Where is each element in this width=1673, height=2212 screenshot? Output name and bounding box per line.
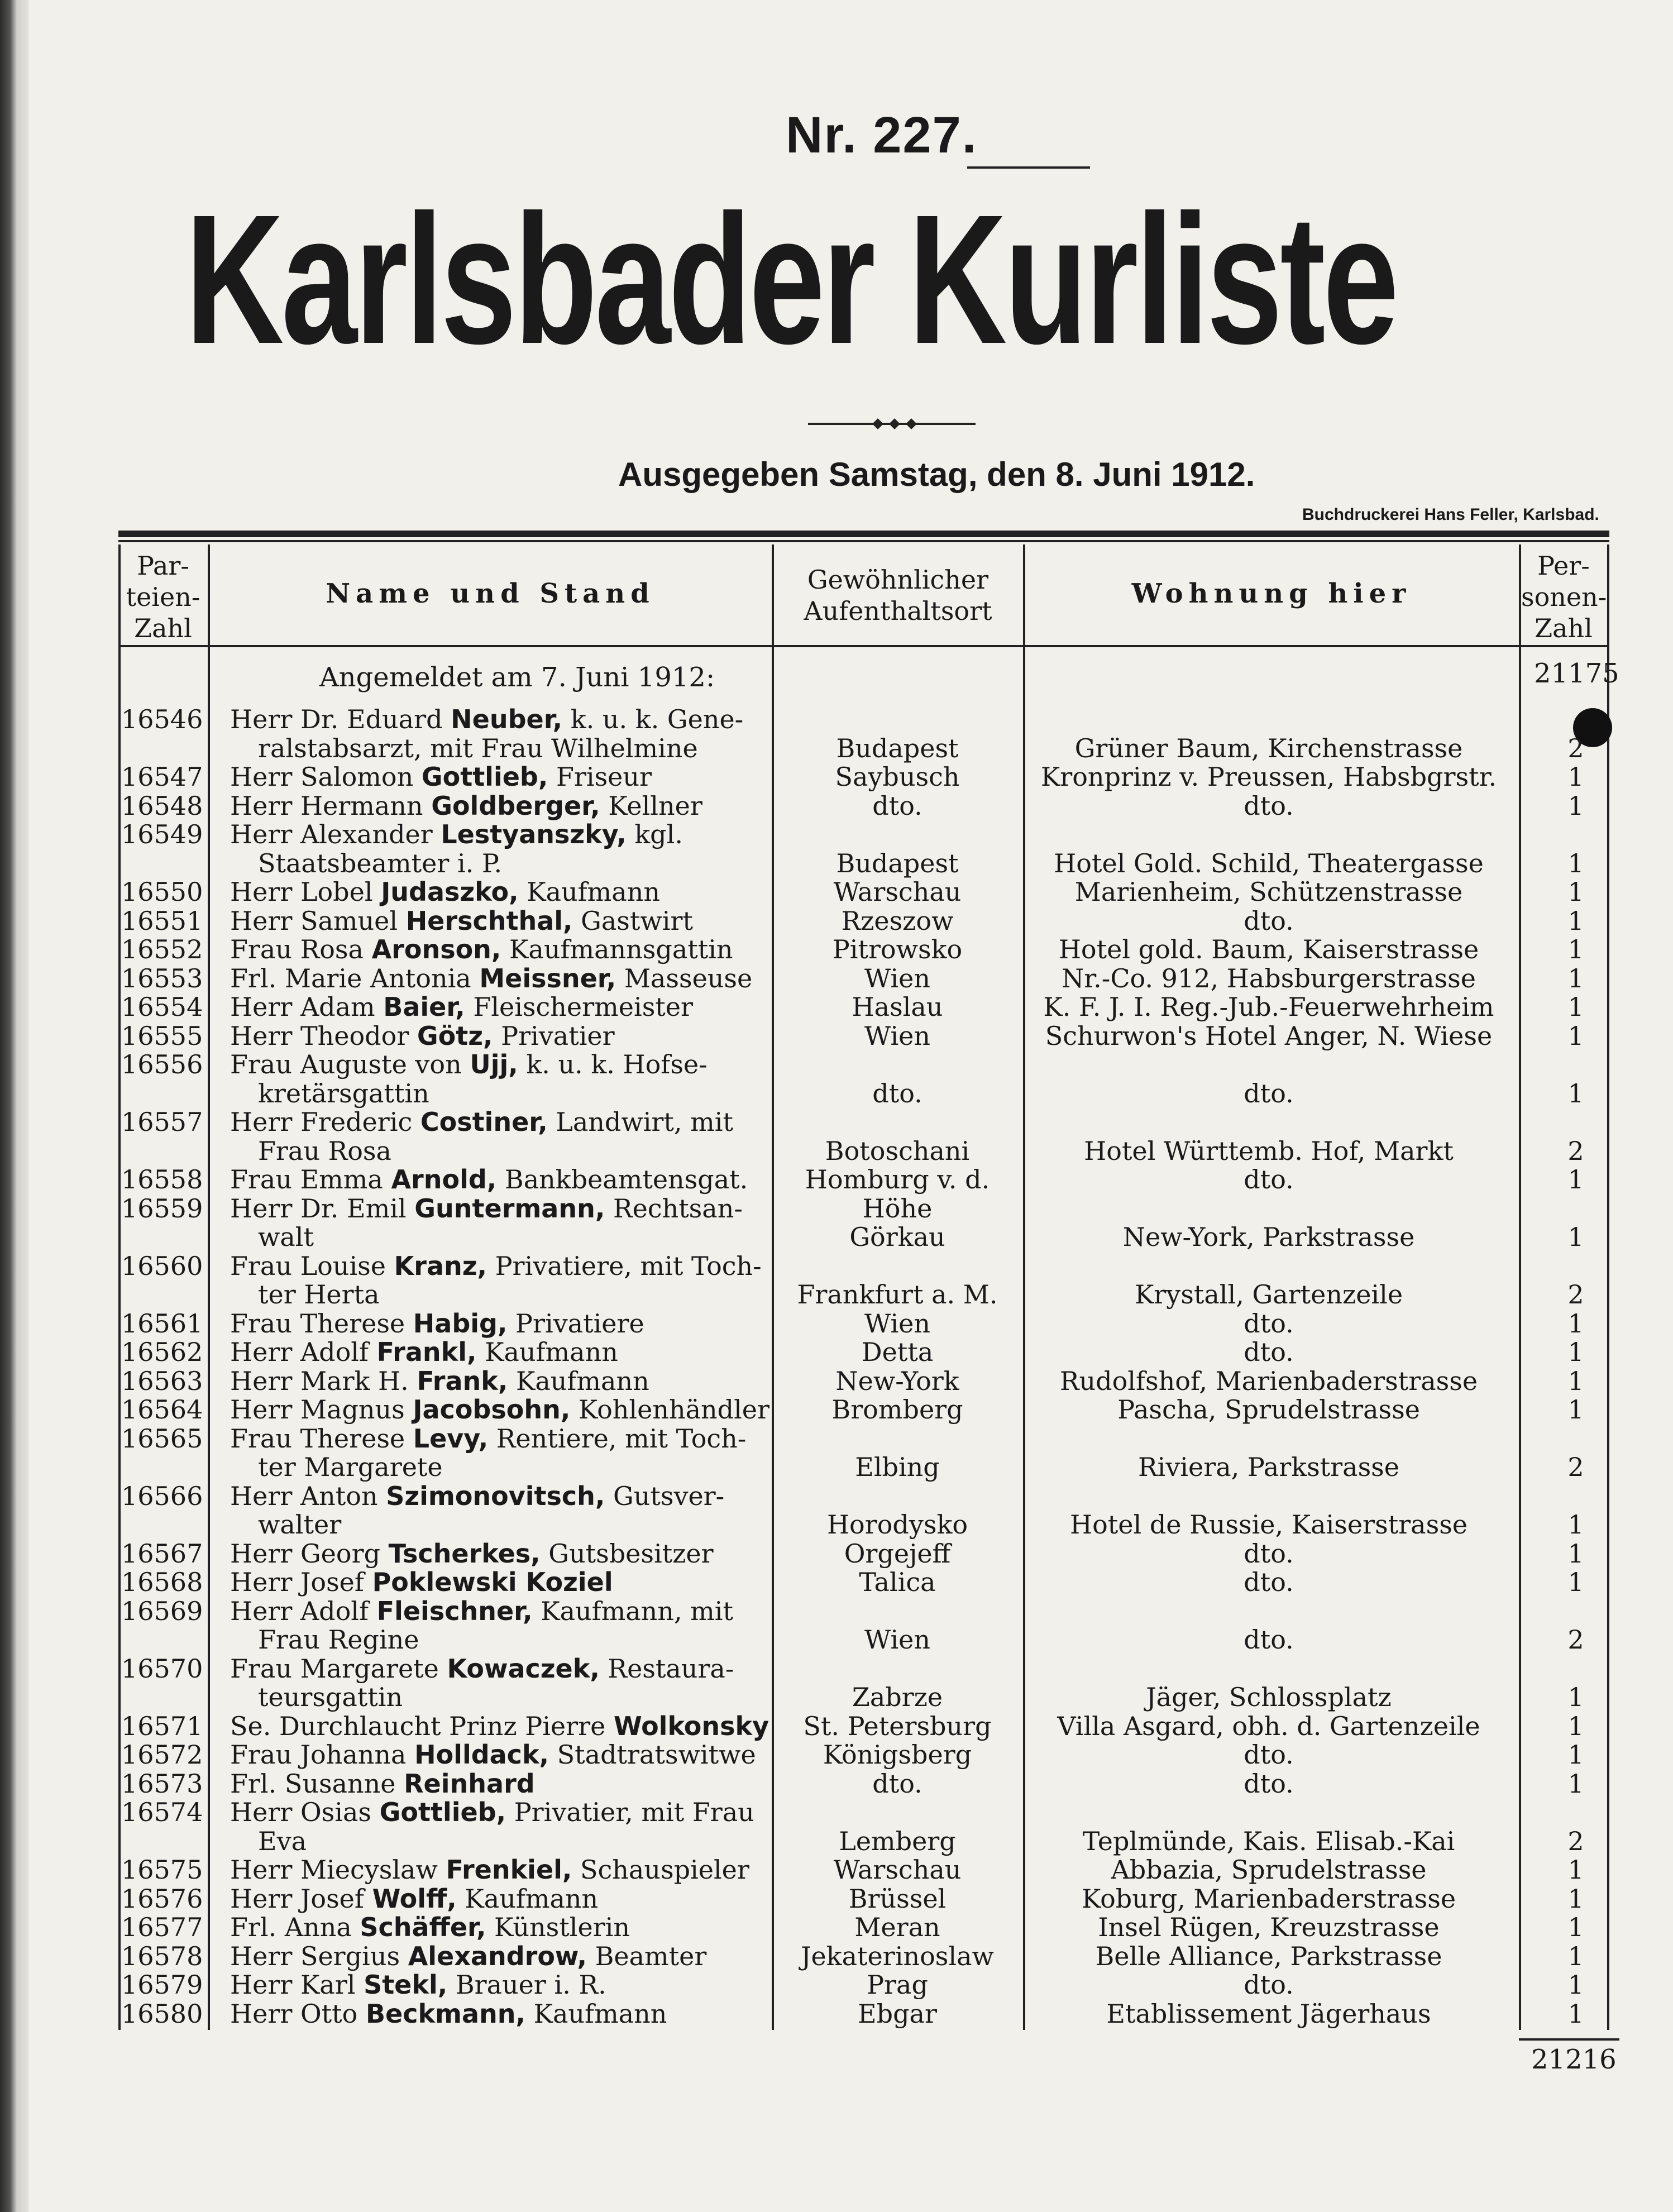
entry-row [29,1539,1673,1568]
entry-surname: Meissner, [479,963,616,993]
entry-row [29,1769,1673,1798]
entry-persons: 1 [1567,1365,1584,1396]
entry-row-continued [29,1453,1673,1482]
issue-date: Ausgegeben Samstag, den 8. Juni 1912. [618,456,1255,493]
entry-name-continued: Frau Regine [258,1625,419,1654]
entry-row-continued [29,1625,1673,1654]
entry-number: 16561 [121,1308,203,1339]
entry-place: Talica [859,1567,936,1597]
entry-number: 16546 [121,704,203,734]
entry-name: Herr Sergius Alexandrow, Beamter [230,1941,707,1971]
entry-row [29,1367,1673,1396]
entry-surname: Aronson, [371,935,501,964]
header-rule [118,645,1609,647]
entry-row [29,1050,1673,1079]
entry-name: Frau Louise Kranz, Privatiere, mit Toch- [230,1251,762,1281]
entry-name: Herr Dr. Eduard Neuber, k. u. k. Gene- [230,705,744,734]
title-ornament [808,420,976,428]
entry-address: dto. [1244,1740,1294,1770]
entry-row-continued [29,1079,1673,1108]
entry-place: Rzeszow [841,905,954,936]
entry-surname: Frenkiel, [446,1855,572,1884]
entry-address: Rudolfshof, Marienbaderstrasse [1059,1365,1478,1396]
entry-persons: 1 [1567,1970,1584,2000]
entry-row [29,1740,1673,1769]
entry-address: dto. [1244,1164,1294,1195]
header-persons-l1: Per- [1537,551,1590,581]
entry-persons: 1 [1567,1740,1584,1770]
entry-surname: Lestyanszky, [441,820,627,849]
entry-address: dto. [1244,1970,1294,2000]
entry-address: Koburg, Marienbaderstrasse [1081,1883,1456,1914]
entry-surname: Neuber, [451,705,563,734]
entry-persons: 1 [1567,1567,1584,1597]
entry-surname: Jacobsohn, [413,1395,571,1424]
entry-name-continued: Frau Rosa [258,1136,391,1165]
entry-persons: 1 [1567,1883,1584,1914]
entry-number: 16549 [121,819,203,849]
entry-name: Herr Theodor Götz, Privatier [230,1021,615,1050]
entry-number: 16577 [121,1912,203,1942]
entry-row [29,964,1673,993]
entry-number: 16551 [121,905,203,936]
entry-surname: Fleischner, [376,1596,533,1626]
entry-number: 16550 [121,877,203,907]
entry-row [29,1309,1673,1338]
entry-address: dto. [1244,1768,1294,1799]
entry-name-continued: Eva [258,1826,307,1856]
entry-persons: 1 [1567,1394,1584,1425]
entry-place: St. Petersburg [803,1711,992,1741]
entry-place: Zabrze [852,1682,943,1712]
entry-name: Herr Magnus Jacobsohn, Kohlenhändler [230,1395,769,1424]
entry-place: Jekaterinoslaw [801,1941,994,1971]
entry-number: 16555 [121,1020,203,1051]
entry-address: Marienheim, Schützenstrasse [1074,877,1463,907]
entry-place: Wien [864,963,931,993]
entry-place: Saybusch [835,762,960,792]
entry-persons: 1 [1567,1337,1584,1367]
entry-row [29,935,1673,964]
entry-name: Herr Salomon Gottlieb, Friseur [230,762,652,791]
entry-number: 16576 [121,1883,203,1914]
entry-persons: 1 [1567,1941,1584,1971]
entry-surname: Frankl, [376,1337,477,1367]
entry-address: Nr.-Co. 912, Habsburgerstrasse [1062,963,1476,993]
entry-place: dto. [872,1768,922,1799]
entry-name: Frau Therese Levy, Rentiere, mit Toch- [230,1423,747,1453]
header-number [120,550,207,644]
entry-surname: Arnold, [391,1165,497,1194]
entry-place: Horodysko [826,1509,968,1540]
entry-persons: 1 [1567,790,1584,821]
entry-place: Warschau [833,1855,962,1885]
entry-name: Frl. Susanne Reinhard [230,1769,535,1798]
header-number-l3: Zahl [134,613,192,643]
entry-row-continued [29,1510,1673,1539]
entry-surname: Baier, [383,992,465,1021]
entry-address: dto. [1244,1337,1294,1367]
entry-name-continued: Staatsbeamter i. P. [258,848,503,878]
entry-persons: 1 [1567,1538,1584,1569]
entry-name: Frau Auguste von Ujj, k. u. k. Hofse- [230,1050,708,1079]
kurliste-page [29,0,1673,2212]
entry-row [29,1855,1673,1884]
entry-surname: Kowaczek, [447,1654,600,1683]
entry-surname: Goldberger, [431,791,600,820]
entry-place: dto. [872,1078,922,1109]
entry-number: 16565 [121,1423,203,1454]
entry-surname: Gottlieb, [421,762,548,791]
entry-number: 16563 [121,1365,203,1396]
entry-persons: 1 [1567,1912,1584,1942]
entry-name: Herr Adam Baier, Fleischermeister [230,992,693,1021]
entry-address: Kronprinz v. Preussen, Habsbgrstr. [1040,762,1497,792]
entry-persons: 1 [1567,1020,1584,1051]
entry-address: Riviera, Parkstrasse [1137,1452,1400,1482]
entry-persons: 1 [1567,1222,1584,1252]
entry-surname: Guntermann, [414,1193,605,1223]
entry-address: Belle Alliance, Parkstrasse [1095,1941,1442,1971]
entry-persons: 1 [1567,1998,1584,2029]
entry-address: Abbazia, Sprudelstrasse [1111,1855,1427,1885]
entry-address: dto. [1244,1308,1294,1339]
entry-name: Herr Josef Wolff, Kaufmann [230,1884,599,1913]
entry-address: dto. [1244,1567,1294,1597]
entry-name: Frau Rosa Aronson, Kaufmannsgattin [230,935,733,964]
entry-place: Orgejeff [844,1538,951,1569]
entry-name: Herr Frederic Costiner, Landwirt, mit [230,1107,733,1136]
entry-address: Etablissement Jägerhaus [1106,1998,1431,2029]
entry-number: 16570 [121,1653,203,1684]
top-rule [118,531,1609,537]
entry-number: 16553 [121,963,203,993]
entry-address: Hotel gold. Baum, Kaiserstrasse [1058,934,1479,964]
final-total: 21216 [1531,2044,1617,2075]
entry-surname: Wolkonsky [613,1711,769,1741]
entry-number: 16579 [121,1970,203,2000]
entry-row-continued [29,1280,1673,1309]
entry-row [29,1884,1673,1913]
entry-address: Hotel Gold. Schild, Theatergasse [1054,848,1484,878]
entry-number: 16569 [121,1595,203,1626]
entry-row-continued [29,1827,1673,1856]
entry-number: 16568 [121,1567,203,1597]
entry-place: dto. [872,790,922,821]
entry-number: 16562 [121,1337,203,1367]
entry-place: Bromberg [831,1394,963,1425]
entry-number: 16578 [121,1941,203,1971]
entry-name: Frau Johanna Holldack, Stadtratswitwe [230,1740,756,1769]
entry-name: Herr Hermann Goldberger, Kellner [230,791,702,820]
entry-persons: 1 [1567,1682,1584,1712]
entry-persons: 1 [1567,1711,1584,1741]
entry-persons: 2 [1567,1826,1584,1856]
entry-number: 16566 [121,1480,203,1511]
entry-row [29,1942,1673,1971]
entry-number: 16548 [121,790,203,821]
entry-place: Königsberg [823,1740,972,1770]
entry-row [29,820,1673,849]
entry-place: Meran [854,1912,940,1942]
entry-number: 16552 [121,934,203,964]
entry-row-continued [29,1136,1673,1165]
entry-address: New-York, Parkstrasse [1122,1222,1415,1252]
entry-row [29,906,1673,935]
entry-row [29,1999,1673,2028]
header-number-l2: teien- [126,582,200,612]
entry-row [29,1337,1673,1367]
entry-row [29,1107,1673,1136]
entry-number: 16556 [121,1049,203,1079]
entry-place: Botoschani [825,1135,970,1166]
entry-place: Wien [864,1308,931,1339]
entry-address: dto. [1244,790,1294,821]
entry-name: Se. Durchlaucht Prinz Pierre Wolkonsky [230,1711,769,1741]
entry-place: Budapest [836,733,959,763]
entry-persons: 2 [1567,1135,1584,1166]
entry-row [29,1712,1673,1741]
header-place-l1: Gewöhnlicher [807,565,989,595]
entry-surname: Habig, [413,1308,508,1338]
entry-address: Teplmünde, Kais. Elisab.-Kai [1082,1826,1455,1856]
entry-number: 16560 [121,1250,203,1281]
entry-persons: 1 [1567,1164,1584,1195]
header-persons-l2: sonen- [1521,582,1607,612]
entry-name: Herr Samuel Herschthal, Gastwirt [230,906,693,935]
entry-number: 16567 [121,1538,203,1569]
entry-address: Villa Asgard, obh. d. Gartenzeile [1057,1711,1480,1741]
entry-name: Frau Margarete Kowaczek, Restaura- [230,1654,734,1683]
entry-name-continued: kretärsgattin [258,1078,429,1108]
entry-address: Hotel Württemb. Hof, Markt [1084,1135,1454,1166]
entry-name: Herr Anton Szimonovitsch, Gutsver- [230,1481,725,1511]
carried-total: 21175 [1534,658,1619,689]
entry-surname: Beckmann, [365,1999,525,2028]
header-address: Wohnung hier [1131,578,1412,609]
entry-name-continued: ralstabsarzt, mit Frau Wilhelmine [258,733,698,763]
entry-name: Herr Adolf Fleischner, Kaufmann, mit [230,1596,733,1626]
entry-surname: Costiner, [420,1107,548,1136]
entry-name: Herr Lobel Judaszko, Kaufmann [230,877,660,906]
entry-number: 16557 [121,1107,203,1137]
entry-place: Lemberg [839,1826,956,1856]
scan-edge [0,0,29,2212]
printer-credit: Buchdruckerei Hans Feller, Karlsbad. [1302,505,1599,524]
entry-number: 16564 [121,1394,203,1425]
entry-place: Wien [864,1625,931,1655]
header-persons [1521,550,1606,644]
entry-number: 16575 [121,1855,203,1885]
entry-persons: 1 [1567,934,1584,964]
entry-name: Herr Karl Stekl, Brauer i. R. [230,1970,606,1999]
entry-row [29,877,1673,906]
entry-row [29,1482,1673,1511]
entry-row [29,1424,1673,1453]
header-name: Name und Stand [326,578,655,609]
entry-row [29,992,1673,1021]
entry-surname: Götz, [417,1021,493,1050]
entry-name: Herr Otto Beckmann, Kaufmann [230,1999,667,2028]
entry-surname: Judaszko, [381,877,519,906]
entry-surname: Levy, [413,1423,489,1453]
entry-name-continued: walt [258,1222,314,1251]
entry-surname: Gottlieb, [379,1798,506,1827]
entry-persons: 2 [1567,733,1584,763]
entry-address: dto. [1244,1625,1294,1655]
entry-surname: Wolff, [372,1884,457,1913]
entry-number: 16580 [121,1998,203,2029]
entry-place: Brüssel [848,1883,947,1914]
entry-number: 16573 [121,1768,203,1799]
entry-persons: 1 [1567,963,1584,993]
header-persons-l3: Zahl [1535,613,1593,643]
entry-address: K. F. J. I. Reg.-Jub.-Feuerwehrheim [1043,992,1494,1022]
entry-place: Wien [864,1020,931,1051]
entry-number: 16558 [121,1164,203,1195]
entry-name: Herr Adolf Frankl, Kaufmann [230,1337,618,1367]
issue-number: Nr. 227. [786,107,978,164]
entry-name: Frau Therese Habig, Privatiere [230,1308,644,1338]
entry-row-continued [29,849,1673,878]
entry-persons: 2 [1567,1279,1584,1310]
entry-address: Pascha, Sprudelstrasse [1117,1394,1420,1425]
entry-name: Herr Miecyslaw Frenkiel, Schauspieler [230,1855,749,1884]
entry-persons: 1 [1567,1308,1584,1339]
entry-place: Pitrowsko [832,934,963,964]
section-label: Angemeldet am 7. Juni 1912: [319,662,715,693]
entry-persons: 1 [1567,992,1584,1022]
entry-place: Elbing [855,1452,940,1482]
entry-surname: Schäffer, [360,1913,486,1942]
entry-row [29,1194,1673,1223]
entry-address: dto. [1244,1538,1294,1569]
entry-row [29,762,1673,791]
entry-surname: Frank, [417,1366,508,1396]
total-rule [1519,2038,1619,2041]
entry-number: 16547 [121,762,203,792]
entry-name-continued: teursgattin [258,1683,403,1712]
entry-surname: Tscherkes, [388,1539,541,1568]
entry-surname: Stekl, [364,1970,448,1999]
entry-surname: Herschthal, [405,906,573,935]
entry-address: Grüner Baum, Kirchenstrasse [1074,733,1463,763]
entry-place: New-York [835,1365,959,1396]
entry-row [29,1597,1673,1626]
entry-persons: 1 [1567,877,1584,907]
entry-row [29,1798,1673,1827]
entry-persons: 2 [1567,1625,1584,1655]
entry-name: Herr Osias Gottlieb, Privatier, mit Frau [230,1798,754,1827]
entry-persons: 1 [1567,1855,1584,1885]
entry-name: Herr Alexander Lestyanszky, kgl. [230,820,683,849]
entry-row [29,1568,1673,1597]
header-place-l2: Aufenthaltsort [804,596,992,626]
entry-row-continued [29,734,1673,763]
entry-name: Herr Josef Poklewski Koziel [230,1568,613,1597]
entry-surname: Reinhard [404,1769,535,1798]
entry-row [29,1913,1673,1942]
entry-address: Jäger, Schlossplatz [1146,1682,1392,1712]
entry-persons: 1 [1567,1078,1584,1109]
entry-place: Prag [867,1970,928,2000]
entry-row [29,1021,1673,1050]
entry-row [29,1970,1673,1999]
entry-name-continued: ter Margarete [258,1453,443,1482]
entry-surname: Poklewski Koziel [372,1568,613,1597]
entry-persons: 1 [1567,848,1584,878]
entry-place: Ebgar [858,1998,937,2029]
entry-row [29,1251,1673,1281]
newspaper-title: Karlsbader Kurliste [185,176,1397,382]
entry-address: Insel Rügen, Kreuzstrasse [1098,1912,1440,1942]
entry-place: Frankfurt a. M. [797,1279,998,1310]
entry-surname: Szimonovitsch, [386,1481,605,1511]
entry-address: dto. [1244,1078,1294,1109]
entry-name: Frl. Anna Schäffer, Künstlerin [230,1913,630,1942]
entry-address: Hotel de Russie, Kaiserstrasse [1069,1509,1468,1540]
entry-row [29,791,1673,820]
entry-address: dto. [1244,905,1294,936]
entry-number: 16559 [121,1193,203,1224]
entry-persons: 1 [1567,762,1584,792]
entry-place: Detta [861,1337,934,1367]
entry-row-continued [29,1683,1673,1712]
entry-name: Frau Emma Arnold, Bankbeamtensgat. [230,1165,748,1194]
entry-place: Warschau [833,877,962,907]
entry-name-continued: walter [258,1510,342,1539]
entry-place: Haslau [852,992,943,1022]
entry-row [29,705,1673,734]
entry-surname: Holldack, [414,1740,549,1769]
entry-surname: Ujj, [470,1050,518,1079]
entry-name: Herr Mark H. Frank, Kaufmann [230,1366,649,1396]
entry-name-continued: ter Herta [258,1280,380,1309]
entry-persons: 2 [1567,1452,1584,1482]
entry-number: 16571 [121,1711,203,1741]
entry-row-continued [29,1222,1673,1251]
entry-address: Krystall, Gartenzeile [1134,1279,1403,1310]
header-number-l1: Par- [137,551,189,581]
entry-place: Görkau [849,1222,945,1252]
entry-persons: 1 [1567,905,1584,936]
entry-place: Homburg v. d. Höhe [805,1164,990,1224]
top-rule-thin [118,540,1609,542]
entry-address: Schurwon's Hotel Anger, N. Wiese [1045,1020,1493,1051]
entry-persons: 1 [1567,1509,1584,1540]
entry-surname: Alexandrow, [408,1941,587,1971]
entry-name: Frl. Marie Antonia Meissner, Masseuse [230,963,753,993]
entry-row [29,1395,1673,1424]
entry-number: 16554 [121,992,203,1022]
entry-place: Budapest [836,848,959,878]
entry-number: 16574 [121,1797,203,1827]
header-place [774,564,1022,627]
entry-name: Herr Georg Tscherkes, Gutsbesitzer [230,1539,714,1568]
entry-surname: Kranz, [394,1251,487,1281]
entry-number: 16572 [121,1740,203,1770]
entry-name: Herr Dr. Emil Guntermann, Rechtsan- [230,1193,743,1223]
entry-persons: 1 [1567,1768,1584,1799]
entry-row [29,1654,1673,1683]
